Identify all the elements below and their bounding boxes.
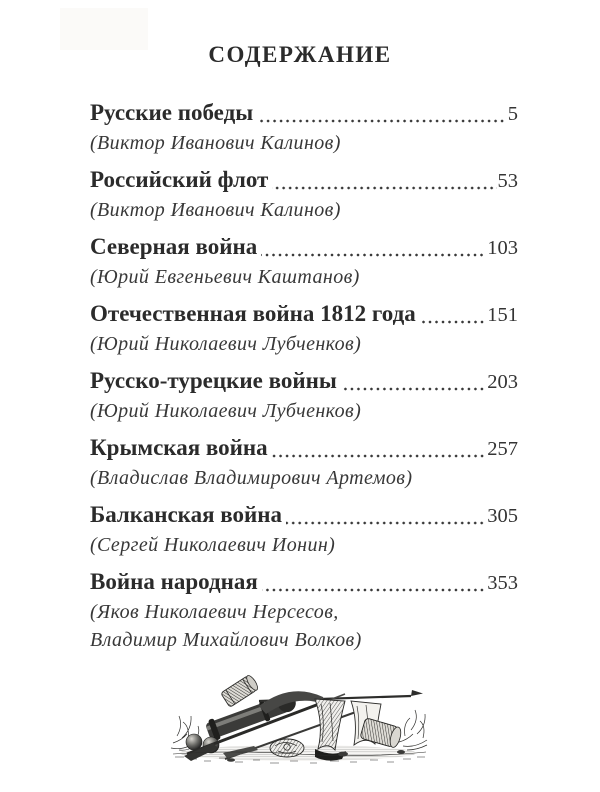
toc-entry-line	[90, 366, 518, 397]
chapter-authors	[90, 129, 518, 157]
toc-entry-line	[90, 98, 518, 129]
dotted-leader	[286, 521, 486, 525]
page-number: 53	[497, 170, 518, 192]
scan-artifact	[60, 8, 148, 50]
toc-entry	[90, 567, 518, 654]
chapter-title: Отечественная война 1812 года	[90, 301, 416, 326]
dotted-leader	[420, 320, 487, 324]
dotted-leader	[272, 454, 487, 458]
toc-list	[90, 98, 518, 654]
toc-entry-line	[90, 567, 518, 598]
author-line: (Яков Николаевич Нерсесов,	[90, 601, 339, 623]
author-line: (Сергей Николаевич Ионин)	[90, 534, 336, 556]
foliage-right	[399, 710, 427, 750]
engraving-svg	[165, 670, 435, 766]
chapter-authors	[90, 531, 518, 559]
author-line: (Владислав Владимирович Артемов)	[90, 467, 413, 489]
toc-entry	[90, 299, 518, 358]
author-line: (Виктор Иванович Калинов)	[90, 199, 341, 221]
dotted-leader	[261, 253, 486, 257]
page-number: 103	[487, 237, 518, 259]
toc-entry-line	[90, 500, 518, 531]
toc-entry-line	[90, 165, 518, 196]
dotted-leader	[341, 387, 486, 391]
page-number: 5	[507, 103, 518, 125]
toc-entry	[90, 366, 518, 425]
war-trophies-engraving	[165, 670, 435, 766]
author-line: (Виктор Иванович Калинов)	[90, 132, 341, 154]
chapter-title: Русско-турецкие войны	[90, 368, 337, 393]
chapter-title: Русские победы	[90, 100, 254, 125]
toc-entry-line	[90, 433, 518, 464]
toc-entry	[90, 165, 518, 224]
chapter-authors	[90, 397, 518, 425]
drum	[360, 718, 403, 749]
chapter-authors	[90, 598, 518, 654]
chapter-title: Балканская война	[90, 502, 283, 527]
chapter-title: Крымская война	[90, 435, 268, 460]
chapter-title: Северная война	[90, 234, 258, 259]
author-line: (Юрий Николаевич Лубченков)	[90, 400, 362, 422]
author-line: Владимир Михайлович Волков)	[90, 629, 362, 651]
toc-entry	[90, 433, 518, 492]
chapter-title: Война народная	[90, 569, 258, 594]
toc-entry	[90, 500, 518, 559]
dotted-leader	[262, 588, 486, 592]
page-number: 305	[487, 505, 518, 527]
keg	[221, 674, 260, 708]
chapter-title: Российский флот	[90, 167, 269, 192]
toc-entry-line	[90, 299, 518, 330]
author-line: (Юрий Евгеньевич Каштанов)	[90, 266, 360, 288]
toc-entry	[90, 98, 518, 157]
author-line: (Юрий Николаевич Лубченков)	[90, 333, 362, 355]
chapter-authors	[90, 263, 518, 291]
toc-entry-line	[90, 232, 518, 263]
page-number: 151	[487, 304, 518, 326]
page-title: СОДЕРЖАНИЕ	[208, 42, 392, 67]
dotted-leader	[272, 186, 496, 190]
page-number: 257	[487, 438, 518, 460]
chapter-authors	[90, 330, 518, 358]
page-number: 203	[487, 371, 518, 393]
chapter-authors	[90, 196, 518, 224]
dotted-leader	[257, 119, 507, 123]
page-number: 353	[487, 572, 518, 594]
chapter-authors	[90, 464, 518, 492]
toc-entry	[90, 232, 518, 291]
